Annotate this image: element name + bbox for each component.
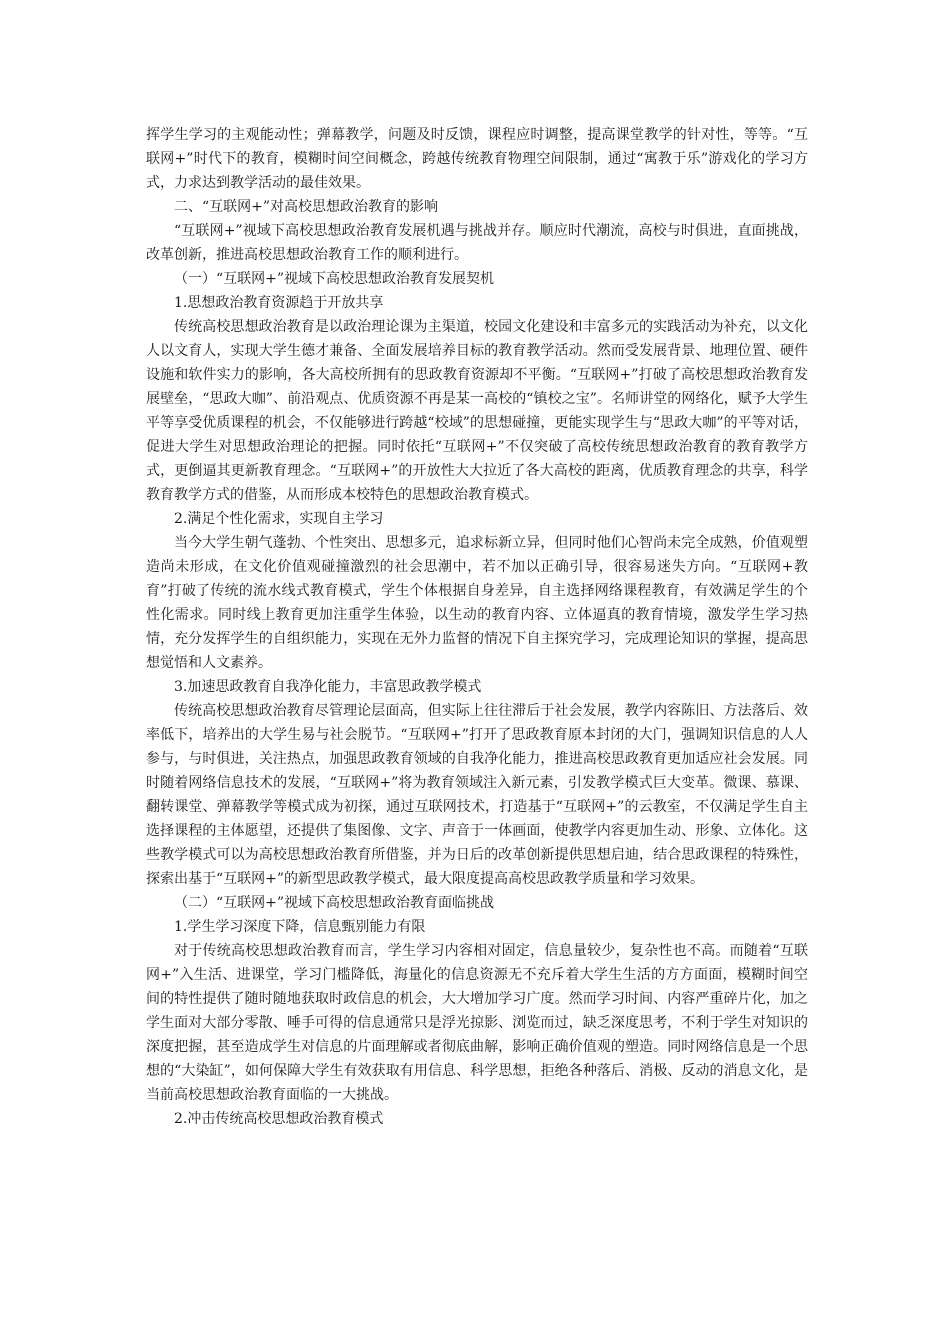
- paragraph-teaching-modes: 传统高校思想政治教育尽管理论层面高，但实际上往往滞后于社会发展，教学内容陈旧、方法落后、效率低下，培养出的大学生易与社会脱节。“互联网+”打开了思政教育原本封闭的大门，强调知识信息的人人参与，与时俱进，关注热点，加强思政教育领域的自我净化能力，推进高校思政教育更加适应社会发展。同时随着网络信息技术的发展，“互联网+”将为教育领域注入新元素，引发教学模式巨大变革。微课、慕课、翻转课堂、弹幕教学等模式成为初探，通过互联网技术，打造基于“互联网+”的云教室，不仅满足学生自主选择课程的主体愿望，还提供了集图像、文字、声音于一体画面，使教学内容更加生动、形象、立体化。这些教学模式可以为高校思想政治教育所借鉴，并为日后的改革创新提供思想启迪，结合思政课程的特殊性，探索出基于“互联网+”的新型思政教学模式，最大限度提高高校思政教学质量和学习效果。: [146, 703, 808, 887]
- section-heading-2: 二、“互联网+”对高校思想政治教育的影响: [174, 199, 439, 215]
- point-heading-1: 1.思想政治教育资源趋于开放共享: [174, 295, 384, 311]
- subsection-heading-opportunities: （一）“互联网+”视域下高校思想政治教育发展契机: [174, 271, 495, 287]
- document-page: [146, 123, 808, 1131]
- paragraph-learning-depth: 对于传统高校思想政治教育而言，学生学习内容相对固定，信息量较少，复杂性也不高。而随着“互联网+”入生活、进课堂，学习门槛降低，海量化的信息资源无不充斥着大学生生活的方方面面，模糊时间空间的特性提供了随时随地获取时政信息的机会，大大增加学习广度。然而学习时间、内容严重碎片化，加之学生面对大部分零散、唾手可得的信息通常只是浮光掠影、浏览而过，缺乏深度思考，不利于学生对知识的深度把握，甚至造成学生对信息的片面理解或者彻底曲解，影响正确价值观的塑造。同时网络信息是一个思想的“大染缸”，如何保障大学生有效获取有用信息、科学思想，拒绝各种落后、消极、反动的消息文化，是当前高校思想政治教育面临的一大挑战。: [146, 943, 808, 1103]
- point-heading-2: 2.满足个性化需求，实现自主学习: [174, 511, 384, 527]
- subsection-heading-challenges: （二）“互联网+”视域下高校思想政治教育面临挑战: [174, 895, 495, 911]
- challenge-heading-2: 2.冲击传统高校思想政治教育模式: [174, 1111, 384, 1127]
- point-heading-3: 3.加速思政教育自我净化能力，丰富思政教学模式: [174, 679, 482, 695]
- paragraph-resources: 传统高校思想政治教育是以政治理论课为主渠道，校园文化建设和丰富多元的实践活动为补充，以文化人以文育人，实现大学生德才兼备、全面发展培养目标的教育教学活动。然而受发展背景、地理位置、硬件设施和软件实力的影响，各大高校所拥有的思政教育资源却不平衡。“互联网+”打破了高校思想政治教育发展壁垒，“思政大咖”、前沿观点、优质资源不再是某一高校的“镇校之宝”。名师讲堂的网络化，赋予大学生平等享受优质课程的机会，不仅能够进行跨越“校域”的思想碰撞，更能实现学生与“思政大咖”的平等对话，促进大学生对思想政治理论的把握。同时依托“互联网+”不仅突破了高校传统思想政治教育的教育教学方式，更倒逼其更新教育理念。“互联网+”的开放性大大拉近了各大高校的距离，优质教育理念的共享，科学教育教学方式的借鉴，从而形成本校特色的思想政治教育模式。: [146, 319, 808, 503]
- challenge-heading-1: 1.学生学习深度下降，信息甄别能力有限: [174, 919, 426, 935]
- paragraph-intro: “互联网+”视域下高校思想政治教育发展机遇与挑战并存。顺应时代潮流，高校与时俱进，直面挑战，改革创新，推进高校思想政治教育工作的顺利进行。: [146, 223, 808, 263]
- paragraph-continuation: 挥学生学习的主观能动性；弹幕教学，问题及时反馈，课程应时调整，提高课堂教学的针对性，等等。“互联网+”时代下的教育，模糊时间空间概念，跨越传统教育物理空间限制，通过“寓教于乐”游戏化的学习方式，力求达到教学活动的最佳效果。: [146, 127, 808, 191]
- paragraph-personalization: 当今大学生朝气蓬勃、个性突出、思想多元，追求标新立异，但同时他们心智尚未完全成熟，价值观塑造尚未形成，在文化价值观碰撞激烈的社会思潮中，若不加以正确引导，很容易迷失方向。“互联网+教育”打破了传统的流水线式教育模式，学生个体根据自身差异，自主选择网络课程教育，有效满足学生的个性化需求。同时线上教育更加注重学生体验，以生动的教育内容、立体逼真的教育情境，激发学生学习热情，充分发挥学生的自组织能力，实现在无外力监督的情况下自主探究学习，完成理论知识的掌握，提高思想觉悟和人文素养。: [146, 535, 808, 671]
